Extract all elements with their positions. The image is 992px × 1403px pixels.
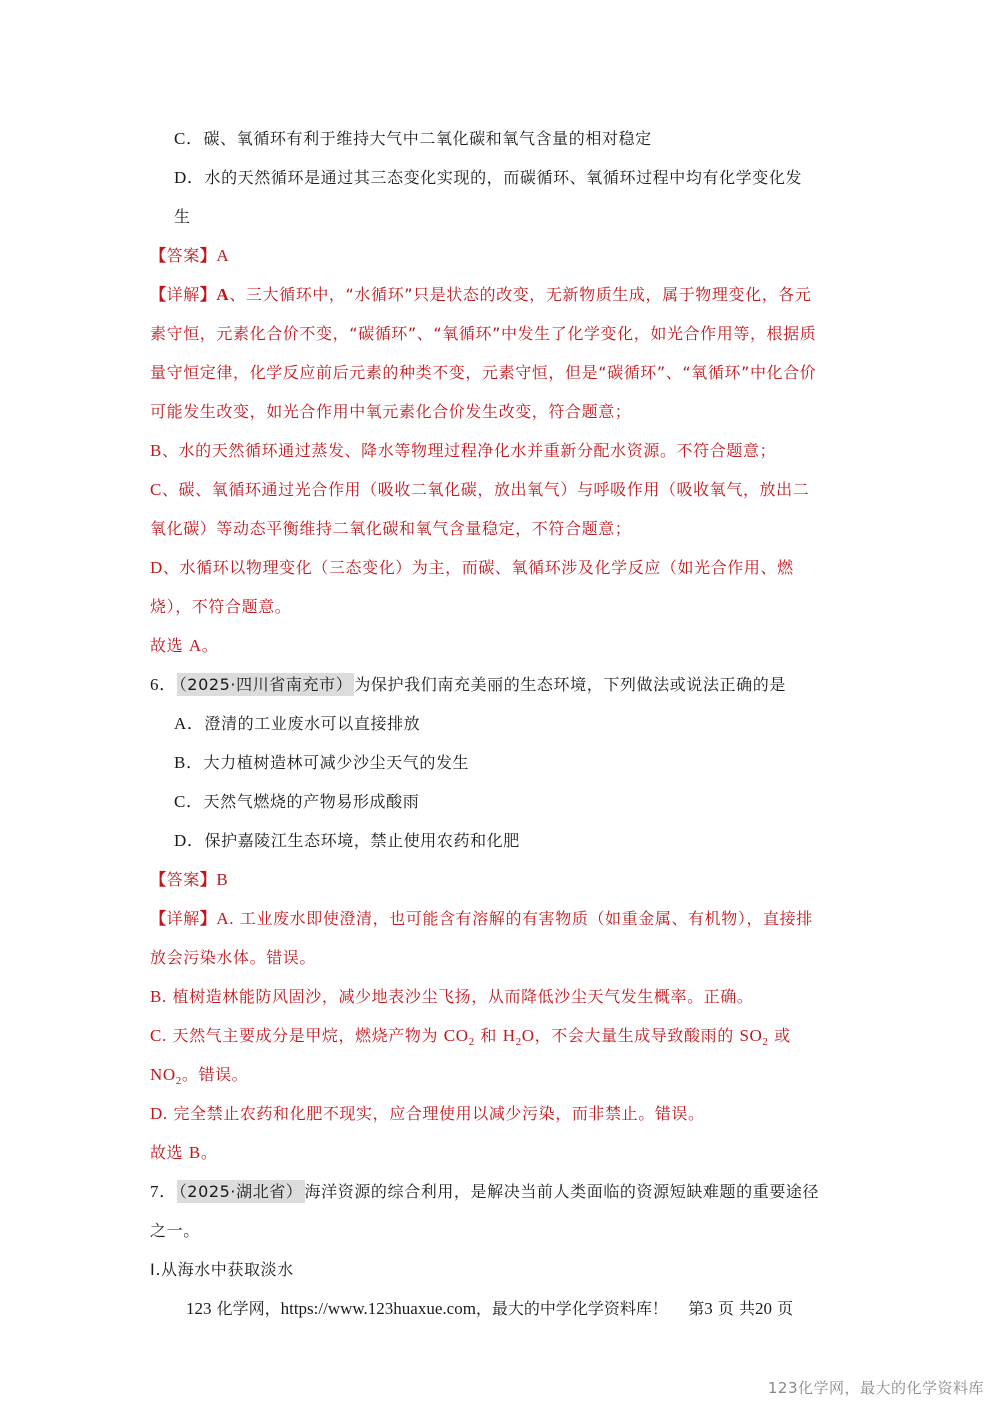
- explanation-text: 天然气主要成分是甲烷，燃烧产物为: [166, 1026, 444, 1045]
- formula-subscript: 2: [515, 1036, 522, 1048]
- option-text: 天然气燃烧的产物易形成酸雨: [203, 792, 420, 811]
- conclusion-line: [150, 635, 218, 657]
- option-text: 碳、氧循环有利于维持大气中二氧化碳和氧气含量的相对稳定: [203, 129, 652, 148]
- explanation-line: [150, 1103, 705, 1125]
- conclusion-suffix: 。: [200, 1143, 218, 1162]
- option-letter: A．: [174, 714, 205, 733]
- bracket-close: 】: [199, 285, 217, 304]
- explanation-text: 完全禁止农药和化肥不现实，应合理使用以减少污染，而非禁止。错误。: [167, 1104, 705, 1123]
- bracket-close: 】: [199, 246, 217, 265]
- option-letter: B．: [174, 753, 204, 772]
- conclusion-prefix: 故选: [150, 636, 184, 655]
- question-stem: 为保护我们南充美丽的生态环境，下列做法或说法正确的是: [354, 675, 786, 694]
- explanation-text: 、碳、氧循环通过光合作用（吸收二氧化碳，放出氧气）与呼吸作用（吸收氧气，放出二: [161, 480, 810, 499]
- bracket-close: 】: [199, 870, 217, 889]
- formula-co2: [443, 1026, 475, 1048]
- footer-text: 化学网，: [211, 1299, 281, 1318]
- question-source-badge: （2025·湖北省）: [178, 1182, 303, 1201]
- conclusion-line: [150, 1142, 217, 1164]
- answer-line: [150, 245, 229, 267]
- formula-base: NO: [150, 1065, 176, 1084]
- explanation-text: 和: [474, 1026, 503, 1045]
- explanation-letter: A.: [216, 909, 235, 928]
- bracket-close: 】: [199, 909, 217, 928]
- formula-h2o: [502, 1026, 535, 1048]
- question-source-badge: （2025·四川省南充市）: [178, 675, 353, 694]
- formula-subscript: 2: [175, 1075, 182, 1087]
- page-number: 3: [704, 1299, 713, 1318]
- page-total: 20: [754, 1299, 772, 1318]
- bracket-open: 【: [150, 246, 167, 265]
- bracket-open: 【: [150, 909, 167, 928]
- page-footer: [186, 1298, 793, 1320]
- watermark: 123化学网，最大的化学资料库: [767, 1379, 984, 1397]
- conclusion-suffix: 。: [201, 636, 219, 655]
- option-c: [174, 128, 652, 150]
- page-mid: 页 共: [712, 1299, 755, 1318]
- bracket-open: 【: [150, 285, 167, 304]
- conclusion-value: B: [188, 1143, 201, 1162]
- explanation-line: [150, 557, 794, 579]
- option-letter: D．: [174, 168, 205, 187]
- explanation-letter: D.: [150, 1104, 168, 1123]
- explanation-line: 可能发生改变，如光合作用中氧元素化合价发生改变，符合题意；: [150, 402, 632, 421]
- option-text: 保护嘉陵江生态环境，禁止使用农药和化肥: [204, 831, 520, 850]
- formula-base: H: [502, 1026, 516, 1045]
- page-suffix: 页: [771, 1299, 794, 1318]
- formula-subscript: 2: [468, 1036, 475, 1048]
- answer-line: [150, 869, 228, 891]
- question-stem-continued: 之一。: [150, 1221, 200, 1240]
- formula-base: O: [521, 1026, 535, 1045]
- question-number: 6．: [150, 675, 177, 694]
- explanation-text: 、水循环以物理变化（三态变化）为主，而碳、氧循环涉及化学反应（如光合作用、燃: [162, 558, 794, 577]
- formula-base: SO: [739, 1026, 763, 1045]
- explanation-line: [150, 986, 753, 1008]
- option-letter: C．: [174, 129, 204, 148]
- explanation-text: 工业废水即使澄清，也可能含有溶解的有害物质（如重金属、有机物），直接排: [234, 909, 813, 928]
- explanation-line: 量守恒定律，化学反应前后元素的种类不变，元素守恒，但是“碳循环”、“氧循环”中化合价: [150, 363, 817, 382]
- option-d: [174, 167, 802, 189]
- explanation-text: 植树造林能防风固沙，减少地表沙尘飞扬，从而降低沙尘天气发生概率。正确。: [166, 987, 754, 1006]
- explanation-letter: C: [150, 480, 162, 499]
- option-text: 大力植树造林可减少沙尘天气的发生: [203, 753, 470, 772]
- page-prefix: 第: [688, 1299, 705, 1318]
- formula-no2: [150, 1065, 182, 1087]
- option-d-continued: 生: [174, 207, 191, 226]
- formula-subscript: 2: [762, 1036, 769, 1048]
- explanation-letter: B.: [150, 987, 167, 1006]
- option-b: [174, 752, 469, 774]
- question-7-stem: [150, 1181, 819, 1203]
- explanation-line: 烧），不符合题意。: [150, 597, 292, 616]
- explanation-line: [150, 284, 812, 306]
- explanation-line: [150, 479, 809, 501]
- option-text: 澄清的工业废水可以直接排放: [204, 714, 421, 733]
- question-6-stem: [150, 674, 786, 696]
- explanation-text: ，不会大量生成导致酸雨的: [534, 1026, 740, 1045]
- bracket-open: 【: [150, 870, 167, 889]
- explanation-line: [150, 440, 776, 462]
- section-heading: I.从海水中获取淡水: [150, 1260, 294, 1279]
- footer-text: ，最大的中学化学资料库！: [475, 1299, 668, 1318]
- question-number: 7．: [150, 1182, 177, 1201]
- explanation-letter: A: [216, 285, 230, 304]
- footer-site-number: 123: [186, 1299, 212, 1318]
- explanation-letter: C.: [150, 1026, 167, 1045]
- option-letter: C．: [174, 792, 204, 811]
- explanation-text: 、水的天然循环通过蒸发、降水等物理过程净化水并重新分配水资源。不符合题意；: [161, 441, 777, 460]
- answer-label: 答案: [166, 870, 200, 889]
- question-stem: 海洋资源的综合利用，是解决当前人类面临的资源短缺难题的重要途径: [304, 1182, 820, 1201]
- answer-label: 答案: [166, 246, 200, 265]
- explanation-line: 氧化碳）等动态平衡维持二氧化碳和氧气含量稳定，不符合题意；: [150, 519, 632, 538]
- conclusion-value: A: [188, 636, 202, 655]
- explanation-line: [150, 1064, 248, 1086]
- explanation-line: 素守恒，元素化合价不变，“碳循环”、“氧循环”中发生了化学变化，如光合作用等，根据质: [150, 324, 817, 343]
- explanation-line: [150, 908, 813, 930]
- explanation-line: [150, 1025, 791, 1047]
- explanation-letter: D: [150, 558, 163, 577]
- answer-value: B: [216, 870, 229, 889]
- option-letter: D．: [174, 831, 205, 850]
- option-text: 水的天然循环是通过其三态变化实现的，而碳循环、氧循环过程中均有化学变化发: [204, 168, 803, 187]
- footer-url[interactable]: https://www.123huaxue.com: [280, 1299, 476, 1318]
- explanation-line: 放会污染水体。错误。: [150, 948, 317, 967]
- explanation-text: 。错误。: [181, 1065, 249, 1084]
- option-d: [174, 830, 520, 852]
- explanation-text: 或: [768, 1026, 791, 1045]
- explanation-label: 详解: [166, 909, 200, 928]
- explanation-label: 详解: [166, 285, 200, 304]
- formula-so2: [739, 1026, 769, 1048]
- conclusion-prefix: 故选: [150, 1143, 184, 1162]
- answer-value: A: [216, 246, 230, 265]
- explanation-letter: B: [150, 441, 162, 460]
- option-c: [174, 791, 419, 813]
- explanation-text: 、三大循环中，“水循环”只是状态的改变，无新物质生成，属于物理变化，各元: [229, 285, 812, 304]
- option-a: [174, 713, 420, 735]
- formula-base: CO: [443, 1026, 469, 1045]
